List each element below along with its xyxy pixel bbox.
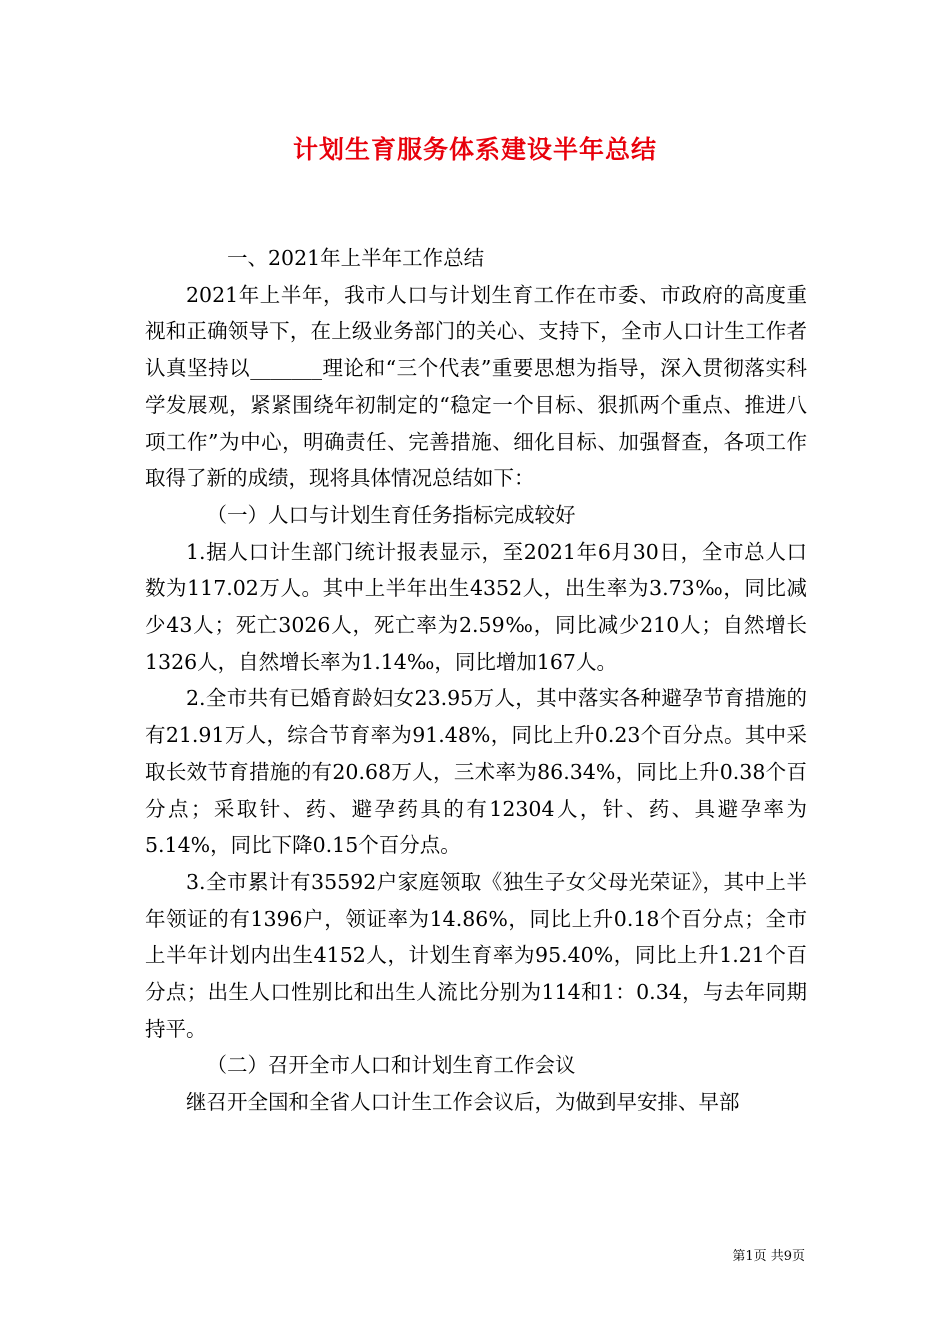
document-body — [145, 240, 807, 1121]
paragraph: 3.全市累计有35592户家庭领取《独生子女父母光荣证》，其中上半年领证的有1396户，领证率为14.86%，同比上升0.18个百分点；全市上半年计划内出生4152人，计划生育率为95.40%，同比上升1.21个百分点；出生人口性别比和出生人流比分别为114和1：0.34，与去年同期持平。 — [145, 869, 807, 1041]
paragraph: 继召开全国和全省人口计生工作会议后，为做到早安排、早部 — [186, 1090, 740, 1115]
subsection-heading: （一）人口与计划生育任务指标完成较好 — [206, 502, 576, 527]
paragraph: 1.据人口计生部门统计报表显示，至2021年6月30日，全市总人口数为117.02万人。其中上半年出生4352人，出生率为3.73‰，同比减少43人；死亡3026人，死亡率为2.59‰，同比减少210人；自然增长1326人，自然增长率为1.14‰，同比增加167人。 — [145, 539, 807, 674]
page-number: 第1页 共9页 — [732, 1249, 805, 1264]
document-title: 计划生育服务体系建设半年总结 — [292, 135, 657, 164]
subsection-heading: （二）召开全市人口和计划生育工作会议 — [206, 1053, 576, 1078]
paragraph: 2.全市共有已婚育龄妇女23.95万人，其中落实各种避孕节育措施的有21.91万人，综合节育率为91.48%，同比上升0.23个百分点。其中采取长效节育措施的有20.68万人，三术率为86.34%，同比上升0.38个百分点；采取针、药、避孕药具的有12304人，针、药、具避孕率为5.14%，同比下降0.15个百分点。 — [145, 686, 807, 858]
paragraph: 2021年上半年，我市人口与计划生育工作在市委、市政府的高度重视和正确领导下，在上级业务部门的关心、支持下，全市人口计生工作者认真坚持以_______理论和“三个代表”重要思想为指导，深入贯彻落实科学发展观，紧紧围绕年初制定的“稳定一个目标、狠抓两个重点、推进八项工作”为中心，明确责任、完善措施、细化目标、加强督查，各项工作取得了新的成绩，现将具体情况总结如下： — [145, 282, 807, 491]
section-heading: 一、2021年上半年工作总结 — [227, 246, 485, 270]
